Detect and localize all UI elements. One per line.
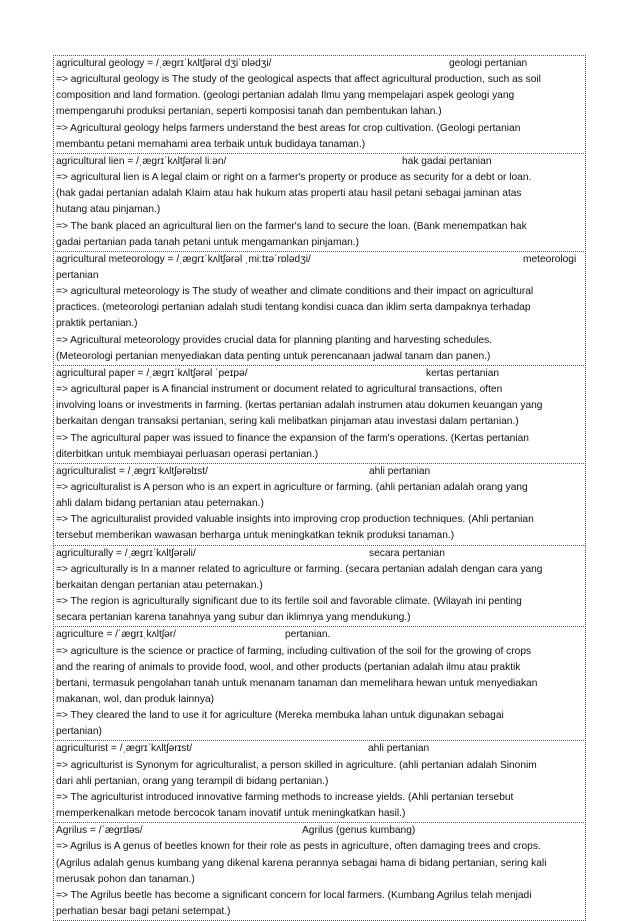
entry-translation: geologi pertanian — [449, 58, 528, 69]
example-line: => The bank placed an agricultural lien on the farmer's land to secure the loan. (Bank menempatkan hak — [56, 220, 527, 232]
entry-heading — [56, 741, 583, 757]
dictionary-entry — [53, 365, 586, 464]
entry-heading — [56, 154, 583, 170]
definition-line: berkaitan dengan pertanian atau peternakan.) — [56, 579, 263, 591]
definition-line: berkaitan dengan transaksi pertanian, sering kali melibatkan pinjaman atau investasi dalam pertanian.) — [56, 416, 519, 428]
entry-heading — [56, 627, 583, 643]
definition-line: => agricultural lien is A legal claim or right on a farmer's property or produce as security for a debt or loan. — [56, 172, 532, 184]
entry-term: agricultural meteorology = /ˌæɡrɪˈkʌltʃərəl ˌmiːtɪəˈrɒlədʒi/ — [56, 253, 311, 265]
dictionary-entry — [53, 545, 586, 628]
definition-line: => agriculturist is Synonym for agriculturalist, a person skilled in agriculture. (ahli pertanian adalah Sinonim — [56, 759, 537, 771]
definition-line: makanan, wol, dan produk lainnya) — [56, 693, 215, 705]
definition-line: => Agrilus is A genus of beetles known for their role as pests in agriculture, often damaging trees and crops. — [56, 841, 541, 853]
entry-heading — [56, 252, 583, 268]
example-line: memperkenalkan metode bercocok tanam inovatif untuk meningkatkan hasil.) — [56, 808, 406, 820]
entry-translation: ahli pertanian — [369, 465, 431, 477]
example-line: => The Agrilus beetle has become a significant concern for local farmers. (Kumbang Agrilus telah menjadi — [56, 889, 532, 901]
example-line: => The agriculturalist provided valuable insights into improving crop production techniques. (Ahli pertanian — [56, 514, 534, 526]
entry-term: agricultural lien = /ˌæɡrɪˈkʌltʃərəl liːən/ — [56, 155, 227, 167]
example-line: pertanian) — [56, 726, 102, 738]
example-line: (Meteorologi pertanian menyediakan data penting untuk perencanaan jadwal tanam dan panen.) — [56, 350, 491, 362]
entry-translation: secara pertanian — [369, 547, 445, 559]
entry-heading — [56, 823, 583, 839]
entry-heading — [56, 56, 583, 72]
entry-term: agriculturist = /ˌæɡrɪˈkʌltʃərɪst/ — [56, 743, 193, 755]
entry-term: agriculture = /ˈæɡrɪˌkʌltʃər/ — [56, 629, 176, 641]
definition-line: (hak gadai pertanian adalah Klaim atau hak hukum atas properti atau hasil petani sebagai jaminan atas — [56, 188, 522, 200]
definition-line: => agriculturalist is A person who is an expert in agriculture or farming. (ahli pertanian adalah orang yang — [56, 481, 528, 493]
example-line: => Agricultural geology helps farmers understand the best areas for crop cultivation. (Geologi pertanian — [56, 122, 521, 134]
definition-line: composition and land formation. (geologi pertanian adalah Ilmu yang mempelajari aspek geologi yang — [56, 90, 515, 102]
definition-line: (Agrilus adalah genus kumbang yang dikenal karena perannya sebagai hama di bidang pertanian, sering kali — [56, 857, 547, 869]
example-line: => Agricultural meteorology provides crucial data for planning planting and harvesting schedules. — [56, 334, 493, 346]
definition-line: => agricultural geology is The study of the geological aspects that affect agricultural production, such as soil — [56, 74, 541, 86]
entry-term: Agrilus = /ˈæɡrɪləs/ — [56, 825, 143, 837]
entry-translation: hak gadai pertanian — [402, 155, 492, 167]
entry-heading — [56, 546, 583, 562]
entry-term: agricultural paper = /ˌæɡrɪˈkʌltʃərəl ˈpeɪpə/ — [56, 367, 248, 379]
example-line: perhatian besar bagi petani setempat.) — [56, 905, 231, 917]
definition-line: practices. (meteorologi pertanian adalah studi tentang kondisi cuaca dan iklim serta dampaknya terhadap — [56, 302, 531, 314]
entry-translation: Agrilus (genus kumbang) — [302, 825, 416, 837]
definition-line: and the rearing of animals to provide food, wool, and other products (pertanian adalah ilmu atau praktik — [56, 661, 521, 673]
dictionary-entry — [53, 822, 586, 921]
example-line: => The region is agriculturally significant due to its fertile soil and favorable climate. (Wilayah ini penting — [56, 596, 522, 608]
definition-line: hutang atau pinjaman.) — [56, 204, 161, 216]
definition-line: mempengaruhi produksi pertanian, seperti komposisi tanah dan pembentukan lahan.) — [56, 106, 442, 118]
entry-heading — [56, 366, 583, 382]
dictionary-entry — [53, 55, 586, 154]
definition-line: => agriculturally is In a manner related to agriculture or farming. (secara pertanian adalah dengan cara yang — [56, 563, 543, 575]
definition-line: ahli dalam bidang pertanian atau peternakan.) — [56, 498, 264, 510]
definition-line: praktik pertanian.) — [56, 318, 138, 330]
example-line: diterbitkan untuk membiayai perluasan operasi pertanian.) — [56, 448, 319, 460]
example-line: => They cleared the land to use it for agriculture (Mereka membuka lahan untuk digunakan sebagai — [56, 710, 504, 722]
entry-translation: pertanian. — [285, 629, 331, 641]
entry-term: agriculturalist = /ˌæɡrɪˈkʌltʃərəlɪst/ — [56, 465, 208, 477]
dictionary-entry — [53, 626, 586, 741]
dictionary-entry — [53, 463, 586, 546]
example-line: gadai pertanian pada tanah petani untuk mengamankan pinjaman.) — [56, 236, 360, 248]
entry-heading — [56, 464, 583, 480]
entry-translation: ahli pertanian — [368, 743, 430, 755]
dictionary-entry — [53, 251, 586, 366]
dictionary-page — [53, 56, 586, 921]
definition-line: => agricultural paper is A financial instrument or document related to agricultural transactions, often — [56, 384, 503, 396]
definition-line: pertanian — [56, 269, 99, 281]
entry-translation: kertas pertanian — [426, 367, 500, 379]
definition-line: merusak pohon dan tanaman.) — [56, 873, 195, 885]
example-line: => The agriculturist introduced innovative farming methods to increase yields. (Ahli pertanian tersebut — [56, 791, 514, 803]
example-line: membantu petani memahami area terbaik untuk budidaya tanaman.) — [56, 138, 366, 150]
example-line: secara pertanian karena tanahnya yang subur dan iklimnya yang mendukung.) — [56, 612, 411, 624]
entry-term: agriculturally = /ˌæɡrɪˈkʌltʃərəli/ — [56, 547, 196, 559]
definition-line: dari ahli pertanian, orang yang terampil di bidang pertanian.) — [56, 775, 329, 787]
entry-translation: meteorologi — [523, 253, 577, 265]
example-line: tersebut memberikan wawasan berharga untuk meningkatkan teknik produksi tanaman.) — [56, 530, 455, 542]
example-line: => The agricultural paper was issued to finance the expansion of the farm's operations. (Kertas pertanian — [56, 432, 529, 444]
definition-line: => agriculture is the science or practice of farming, including cultivation of the soil for the growing of crops — [56, 645, 532, 657]
definition-line: involving loans or investments in farming. (kertas pertanian adalah instrumen atau dokumen keuangan yang — [56, 400, 543, 412]
dictionary-entry — [53, 740, 586, 823]
definition-line: bertani, termasuk pengolahan tanah untuk menanam tanaman dan memelihara hewan untuk menyediakan — [56, 677, 538, 689]
definition-line: => agricultural meteorology is The study of weather and climate conditions and their impact on agricultural — [56, 286, 534, 298]
entry-term: agricultural geology = /ˌæɡrɪˈkʌltʃərəl dʒiˈɒlədʒi/ — [56, 58, 272, 69]
dictionary-entry — [53, 153, 586, 252]
